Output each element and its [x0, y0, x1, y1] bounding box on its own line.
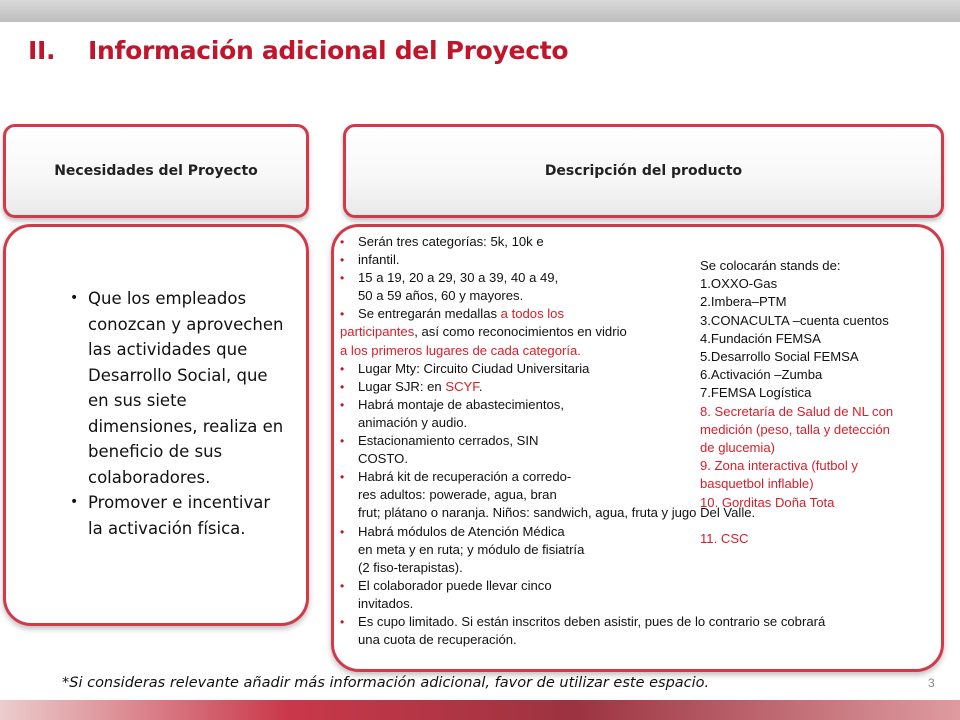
left-panel-header [3, 124, 309, 218]
left-panel-bullets [70, 286, 288, 541]
list-item: 11. CSC [700, 530, 749, 546]
list-item: 6.Activación –Zumba [700, 367, 823, 383]
list-item-continuation: medición (peso, talla y detección [700, 421, 890, 437]
list-item: 4.Fundación FEMSA [700, 330, 821, 346]
list-item: 1.OXXO-Gas [700, 276, 778, 292]
list-item: 7.FEMSA Logística [700, 385, 812, 401]
left-panel-header-label: Necesidades del Proyecto [54, 163, 258, 179]
list-item: • Se entregarán medallas a todos los [340, 305, 940, 323]
page-number: 3 [928, 676, 935, 690]
list-item-continuation: COSTO. [358, 451, 408, 467]
list-item: • El colaborador puede llevar cinco [340, 577, 940, 595]
list-item: • Es cupo limitado. Si están inscritos deben asistir, pues de lo contrario se cobrará [340, 613, 940, 631]
list-item: • Serán tres categorías: 5k, 10k e [340, 233, 940, 251]
list-item: 2.Imbera–PTM [700, 294, 787, 310]
right-panel-header [343, 124, 944, 218]
list-item-continuation: basquetbol inflable) [700, 476, 814, 492]
list-item: 10. Gorditas Doña Tota [700, 494, 835, 510]
list-item-continuation: a los primeros lugares de cada categoría. [340, 342, 581, 358]
list-item: • Promover e incentivar la activación física. [70, 490, 288, 541]
list-item: 3.CONACULTA –cuenta cuentos [700, 312, 889, 328]
list-item-continuation: frut; plátano o naranja. Niños: sandwich, agua, fruta y jugo Del Valle. [358, 505, 756, 521]
list-item-continuation: res adultos: powerade, agua, bran [358, 487, 557, 503]
list-item-continuation: invitados. [358, 595, 414, 611]
list-item: 5.Desarrollo Social FEMSA [700, 349, 859, 365]
bottom-decorative-bar [0, 700, 960, 720]
list-item-continuation: participantes, así como reconocimientos en vidrio [340, 324, 627, 340]
title-text: Información adicional del Proyecto [88, 36, 569, 65]
list-item-continuation: 50 a 59 años, 60 y mayores. [358, 288, 524, 304]
right-panel-header-label: Descripción del producto [544, 163, 743, 179]
list-item: • Habrá montaje de abastecimientos, [340, 396, 940, 414]
list-item-continuation: animación y audio. [358, 414, 468, 430]
list-item: • Habrá kit de recuperación a corredo- [340, 468, 940, 486]
stands-intro: Se colocarán stands de: [700, 258, 841, 273]
list-item-continuation: en meta y en ruta; y módulo de fisiatría [358, 541, 585, 557]
slide-title [28, 36, 568, 65]
list-item: • infantil. [340, 251, 940, 269]
list-item-continuation: (2 fiso-terapistas). [358, 559, 463, 575]
top-bar [0, 0, 960, 22]
footnote: *Si consideras relevante añadir más información adicional, favor de utilizar este espacio. [62, 675, 710, 691]
list-item: 9. Zona interactiva (futbol y [700, 458, 858, 474]
list-item: • Estacionamiento cerrados, SIN [340, 432, 940, 450]
list-item-continuation: una cuota de recuperación. [358, 632, 517, 648]
list-item: • 15 a 19, 20 a 29, 30 a 39, 40 a 49, [340, 269, 940, 287]
title-number: II. [28, 36, 56, 65]
list-item: • Lugar Mty: Circuito Ciudad Universitaria [340, 360, 940, 378]
list-item: • Que los empleados conozcan y aprovechen las actividades que Desarrollo Social, que en sus siete dimensiones, realiza en beneficio de sus colaboradores. [70, 286, 288, 490]
list-item: 8. Secretaría de Salud de NL con [700, 403, 894, 419]
list-item: • Lugar SJR: en SCYF. [340, 378, 940, 396]
list-item-continuation: de glucemia) [700, 440, 775, 456]
stands-list [700, 257, 945, 548]
list-item: • Habrá módulos de Atención Médica [340, 523, 940, 541]
